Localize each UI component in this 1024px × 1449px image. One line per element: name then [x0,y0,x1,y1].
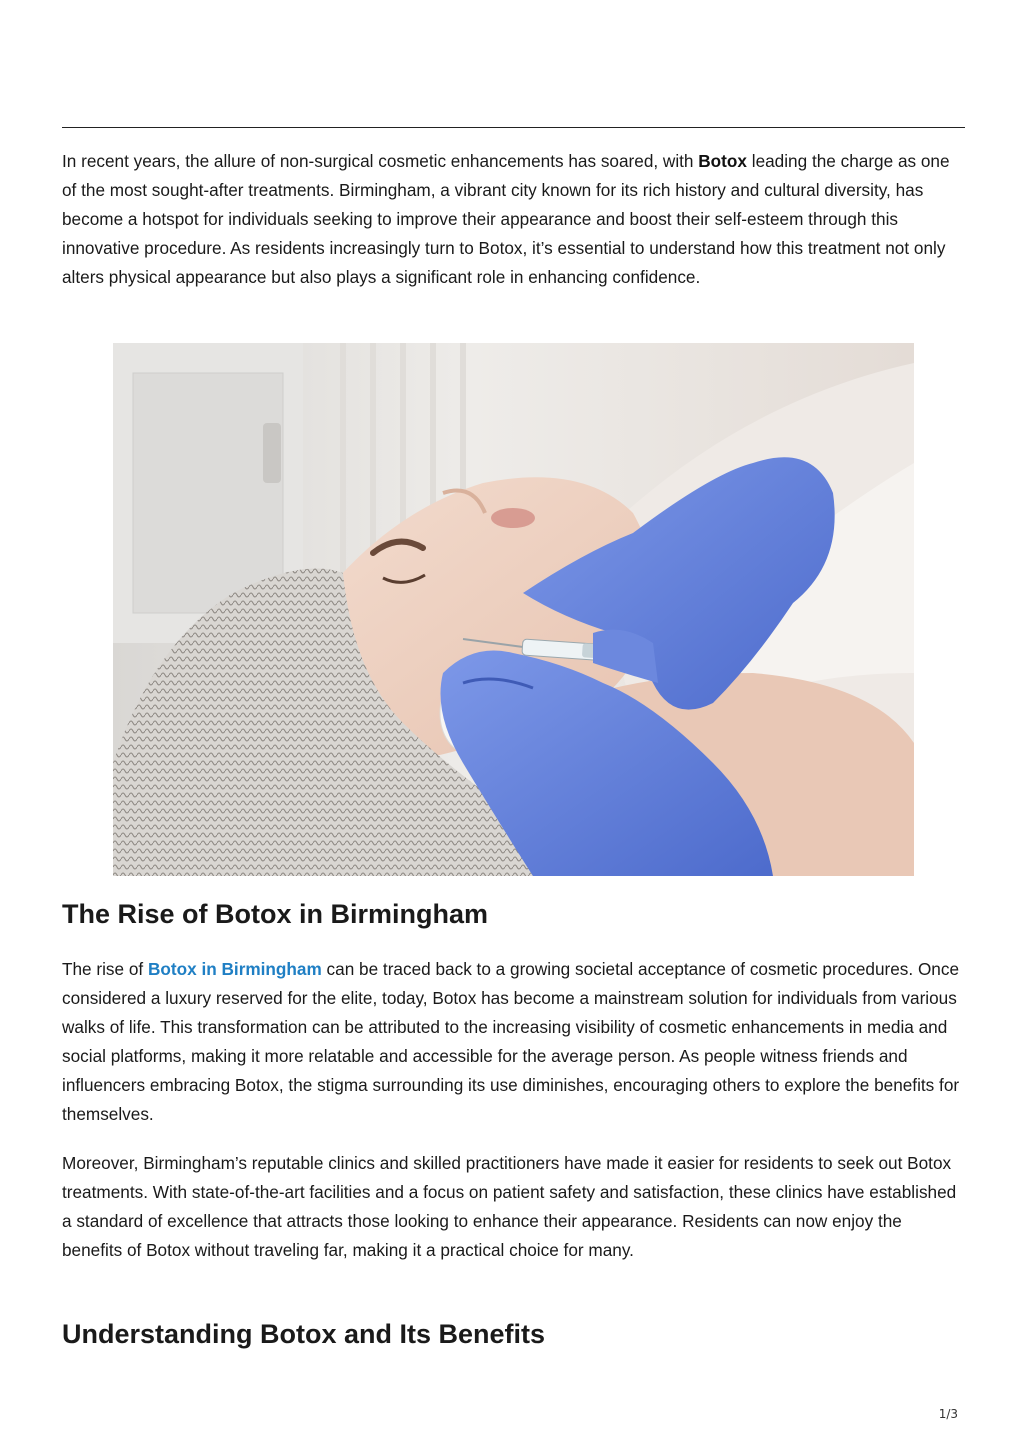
rise-paragraph-1 [62,955,962,1129]
botox-birmingham-link[interactable]: Botox in Birmingham [147,959,322,979]
intro-text-start: In recent years, the allure of non-surgical cosmetic enhancements has soared, with [62,151,699,171]
rise-text-end: can be traced back to a growing societal acceptance of cosmetic procedures. Once considered a luxury reserved for the elite, today, Botox has become a mainstream solution for individuals from various walks of life. This transformation can be attributed to the increasing visibility of cosmetic enhancements in media and social platforms, making it more relatable and accessible for the average person. As people witness friends and influencers embracing Botox, the stigma surrounding its use diminishes, encouraging others to explore the benefits for themselves. [62,959,960,1124]
intro-paragraph [62,147,962,292]
top-divider [62,127,965,128]
botox-treatment-photo [113,343,914,876]
intro-bold-botox: Botox [698,151,747,171]
rise-text-start: The rise of [62,959,148,979]
rise-paragraph-2: Moreover, Birmingham’s reputable clinics and skilled practitioners have made it easier for residents to seek out Botox treatments. With state-of-the-art facilities and a focus on patient safety and satisfaction, these clinics have established a standard of excellence that attracts those looking to enhance their appearance. Residents can now enjoy the benefits of Botox without traveling far, making it a practical choice for many. [62,1153,957,1260]
intro-text-end: leading the charge as one of the most sought-after treatments. Birmingham, a vibrant city known for its rich history and cultural diversity, has become a hotspot for individuals seeking to improve their appearance and boost their self-esteem through this innovative procedure. As residents increasingly turn to Botox, it’s essential to understand how this treatment not only alters physical appearance but also plays a significant role in enhancing confidence. [62,151,950,287]
page-number: 1/3 [938,1407,958,1421]
section-heading-rise: The Rise of Botox in Birmingham [62,899,489,929]
section-heading-understanding: Understanding Botox and Its Benefits [62,1319,546,1349]
